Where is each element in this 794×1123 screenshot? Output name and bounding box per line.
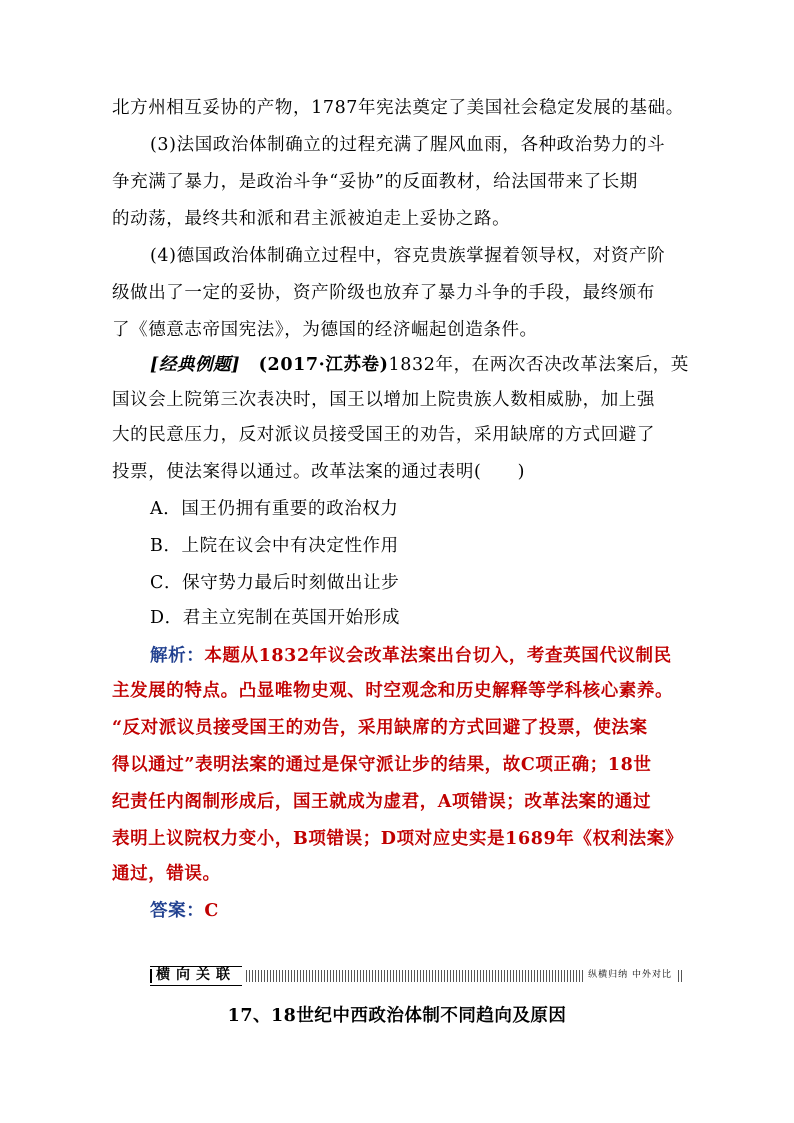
section-banner — [150, 966, 682, 986]
option-b: B．上院在议会中有决定性作用 — [150, 536, 399, 556]
example-line-1 — [150, 353, 689, 377]
paragraph-line: (3)法国政治体制确立的过程充满了腥风血雨，各种政治势力的斗 — [150, 135, 666, 155]
paragraph-line: 的动荡，最终共和派和君主派被迫走上妥协之路。 — [112, 209, 511, 229]
analysis-line-1 — [150, 644, 672, 668]
example-source: (2017·江苏卷) — [258, 355, 389, 375]
option-d: D．君主立宪制在英国开始形成 — [150, 608, 400, 628]
analysis-line: 得以通过”表明法案的通过是保守派让步的结果，故C项正确；18世 — [112, 755, 652, 775]
section-title: 17、18世纪中西政治体制不同趋向及原因 — [227, 1006, 567, 1026]
analysis-line: 表明上议院权力变小，B项错误；D项对应史实是1689年《权利法案》 — [112, 829, 683, 849]
answer-value: C — [204, 901, 219, 921]
option-a: A．国王仍拥有重要的政治权力 — [150, 499, 399, 519]
paragraph-line: 了《德意志帝国宪法》，为德国的经济崛起创造条件。 — [112, 320, 538, 340]
example-line: 国议会上院第三次表决时，国王以增加上院贵族人数相威胁，加上强 — [112, 390, 655, 410]
banner-label: 横向关联 — [150, 966, 242, 986]
analysis-line: 通过，错误。 — [112, 864, 221, 884]
paragraph-line: 北方州相互妥协的产物，1787年宪法奠定了美国社会稳定发展的基础。 — [112, 98, 684, 118]
option-c: C．保守势力最后时刻做出让步 — [150, 573, 400, 593]
paragraph-line: (4)德国政治体制确立过程中，容克贵族掌握着领导权，对资产阶 — [150, 246, 666, 266]
analysis-label: 解析： — [150, 646, 205, 666]
answer-label: 答案： — [150, 901, 205, 921]
banner-subtitle: 纵横归纳 中外对比 — [584, 968, 676, 982]
answer-line — [150, 899, 219, 923]
example-text: 1832年，在两次否决改革法案后，英 — [388, 355, 689, 375]
example-line: 大的民意压力，反对派议员接受国王的劝告，采用缺席的方式回避了 — [112, 425, 655, 445]
analysis-line: “反对派议员接受国王的劝告，采用缺席的方式回避了投票，使法案 — [112, 718, 648, 738]
paragraph-line: 争充满了暴力，是政治斗争“妥协”的反面教材，给法国带来了长期 — [112, 172, 638, 192]
example-line: 投票，使法案得以通过。改革法案的通过表明( ) — [112, 462, 526, 482]
analysis-line: 主发展的特点。凸显唯物史观、时空观念和历史解释等学科核心素养。 — [112, 681, 674, 701]
paragraph-line: 级做出了一定的妥协，资产阶级也放弃了暴力斗争的手段，最终颁布 — [112, 283, 655, 303]
example-tag: [经典例题] — [150, 355, 241, 375]
analysis-text: 本题从1832年议会改革法案出台切入，考查英国代议制民 — [204, 646, 672, 666]
analysis-line: 纪责任内阁制形成后，国王就成为虚君，A项错误；改革法案的通过 — [112, 792, 652, 812]
